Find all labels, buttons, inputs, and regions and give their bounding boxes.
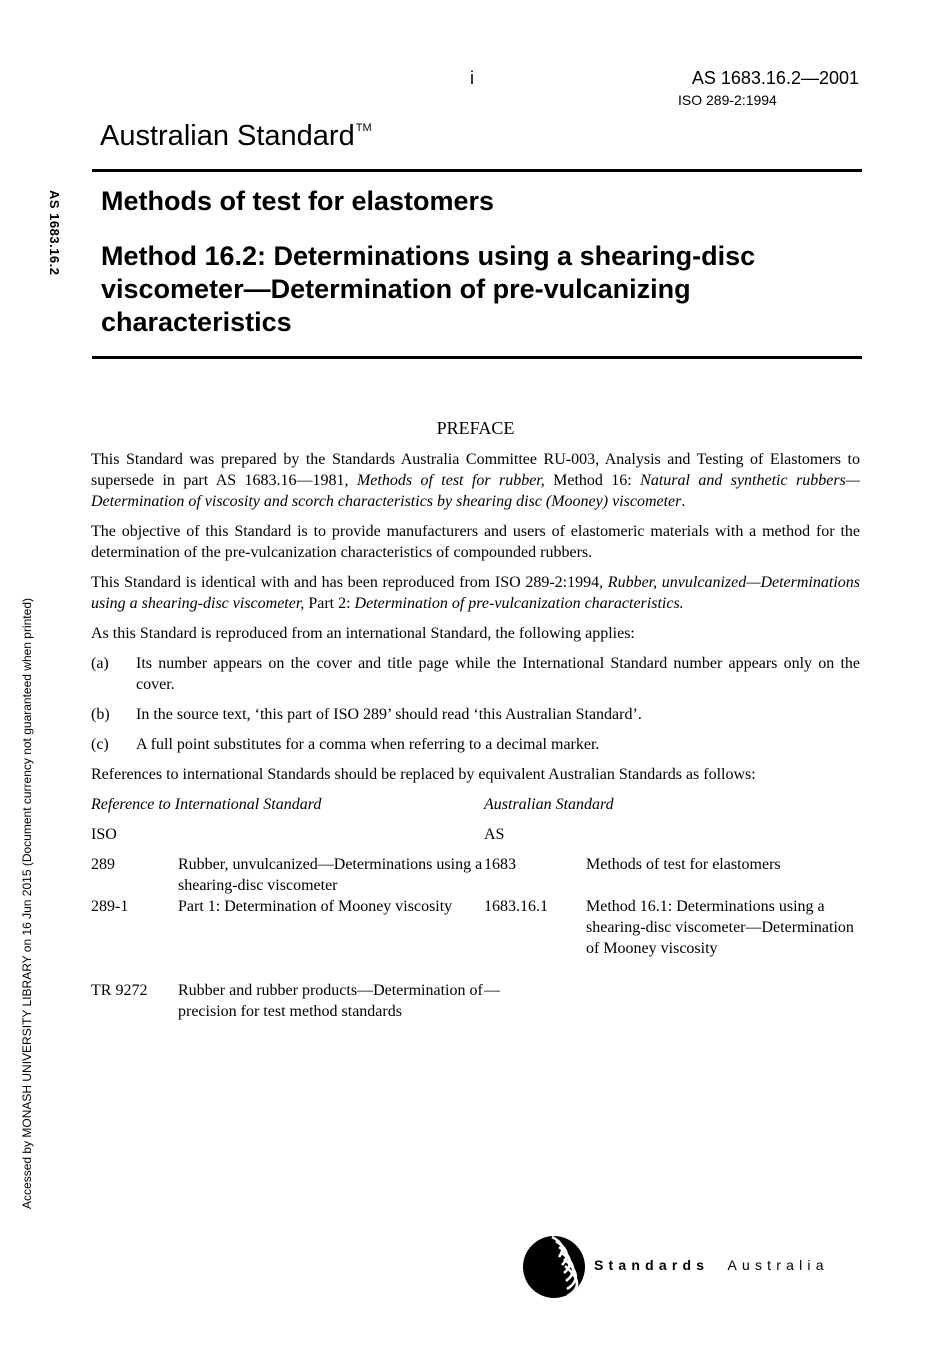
text-span: . xyxy=(681,493,686,510)
subheader-iso: ISO xyxy=(91,826,117,843)
table-row xyxy=(91,896,860,980)
text-span: Method 16: xyxy=(544,472,641,489)
as-number-cell: 1683 xyxy=(484,856,516,873)
subheader-as: AS xyxy=(484,826,505,843)
as-title-cell xyxy=(586,980,860,1022)
spine-label: AS 1683.16.2 xyxy=(47,190,62,276)
standard-number: AS 1683.16.2—2001 xyxy=(691,68,859,88)
brand-name: Australian Standard xyxy=(100,120,355,152)
iso-number-cell: 289 xyxy=(91,856,115,873)
publication-title: Rubber, unvulcanized—Determinations using a shearing-disc viscometer, xyxy=(91,574,860,612)
preface-heading: PREFACE xyxy=(436,418,515,438)
list-item-text: In the source text, ‘this part of ISO 289’ should read ‘this Australian Standard’. xyxy=(136,706,642,723)
logo-text-light: Australia xyxy=(727,1257,829,1273)
text-span: This Standard was prepared by the Standards Australia Committee RU-003, Analysis and Testing of Elastomers to supersede in part AS 1683.16—1981, xyxy=(91,451,860,489)
list-item-text: Its number appears on the cover and title page while the International Standard number appears only on the cover. xyxy=(136,655,860,693)
iso-title-cell: Part 1: Determination of Mooney viscosity xyxy=(178,898,453,915)
access-note: Accessed by MONASH UNIVERSITY LIBRARY on 16 Jun 2015 (Document currency not guaranteed when printed) xyxy=(20,598,34,1209)
logo-text-bold: Standards xyxy=(594,1257,710,1273)
iso-number-cell: 289-1 xyxy=(91,898,129,915)
as-title-cell: Methods of test for elastomers xyxy=(586,856,781,873)
logo-wordmark xyxy=(594,1257,829,1273)
as-title-cell: Method 16.1: Determinations using a shearing-disc viscometer—Determination of Mooney viscosity xyxy=(586,898,854,957)
text-span: Part 2: xyxy=(304,595,355,612)
table-row xyxy=(91,980,860,1022)
as-number-cell: — xyxy=(484,982,500,999)
top-rule xyxy=(92,169,862,172)
publication-title: Determination of pre-vulcanization characteristics. xyxy=(354,595,684,612)
list-item-label: (b) xyxy=(91,706,110,723)
iso-title-cell: Rubber and rubber products—Determination of precision for test method standards xyxy=(178,982,483,1020)
column-header-international: Reference to International Standard xyxy=(91,796,322,813)
standards-australia-logo-icon xyxy=(522,1235,586,1299)
preface-paragraph-1 xyxy=(91,449,860,512)
table-header-row xyxy=(91,794,860,824)
list-item xyxy=(91,653,860,695)
list-item-text: A full point substitutes for a comma when referring to a decimal marker. xyxy=(136,736,600,753)
preface-section xyxy=(91,418,860,1022)
preface-paragraph-2: The objective of this Standard is to provide manufacturers and users of elastomeric materials with a method for the determination of the pre-vulcanization characteristics of compounded rubbers. xyxy=(91,523,860,561)
references-table xyxy=(91,794,860,1022)
bottom-rule xyxy=(92,356,862,359)
main-title: Methods of test for elastomers xyxy=(101,186,495,216)
preface-paragraph-4: As this Standard is reproduced from an international Standard, the following applies: xyxy=(91,625,635,642)
iso-number-cell: TR 9272 xyxy=(91,982,148,999)
table-subheader-row xyxy=(91,824,860,854)
trademark-mark: TM xyxy=(355,122,372,134)
method-title: Method 16.2: Determinations using a shearing-disc viscometer—Determination of pre-vulcanizing characteristics xyxy=(101,241,756,337)
iso-title-cell: Rubber, unvulcanized—Determinations using a shearing-disc viscometer xyxy=(178,856,483,894)
list-item-label: (c) xyxy=(91,736,109,753)
as-number-cell: 1683.16.1 xyxy=(484,898,548,915)
list-item xyxy=(91,704,860,725)
column-header-australian: Australian Standard xyxy=(484,796,614,813)
publication-title: Natural and synthetic rubbers—Determination of viscosity and scorch characteristics by shearing disc (Mooney) viscometer xyxy=(91,472,861,510)
preface-paragraph-5: References to international Standards should be replaced by equivalent Australian Standards as follows: xyxy=(91,766,756,783)
brand-title xyxy=(100,120,372,153)
preface-paragraph-3 xyxy=(91,572,860,614)
page-number: i xyxy=(470,68,474,88)
publication-title: Methods of test for rubber, xyxy=(356,472,545,489)
list-item-label: (a) xyxy=(91,655,109,672)
text-span: This Standard is identical with and has been reproduced from ISO 289-2:1994, xyxy=(91,574,608,591)
list-item xyxy=(91,734,860,755)
iso-number: ISO 289-2:1994 xyxy=(678,92,777,108)
table-row xyxy=(91,854,860,896)
